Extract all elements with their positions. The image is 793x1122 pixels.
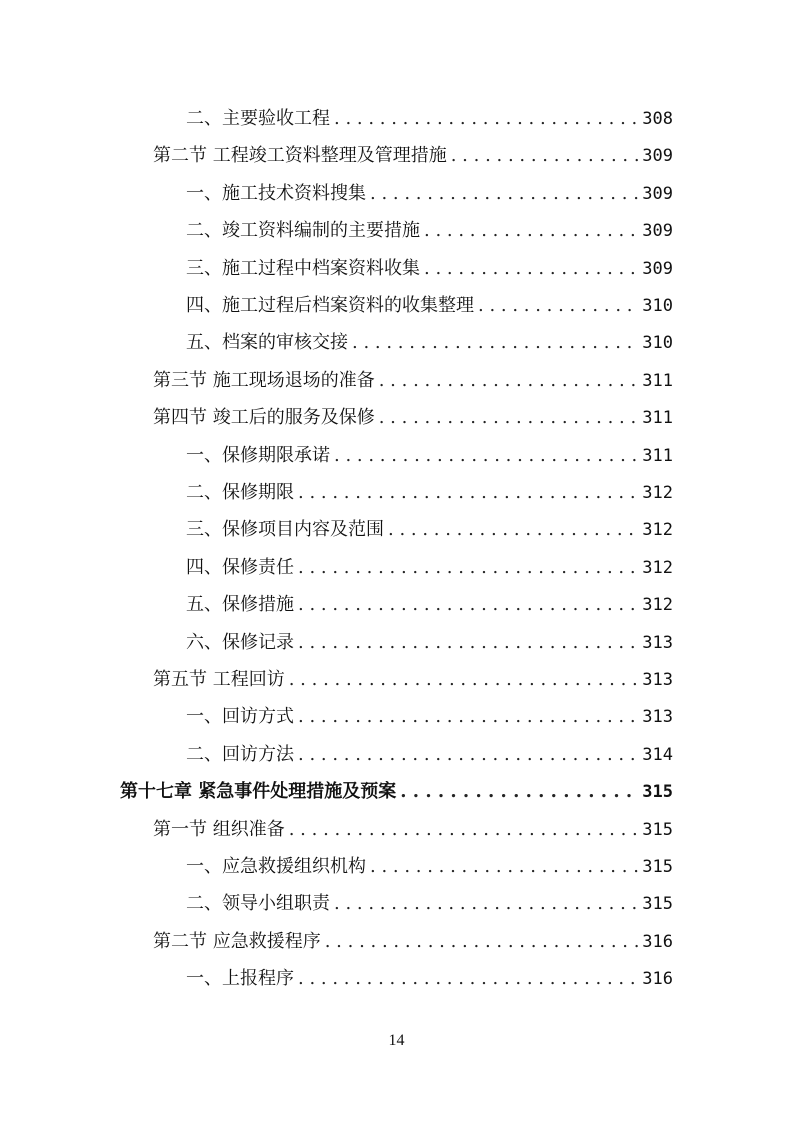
toc-entry[interactable] <box>186 251 673 287</box>
toc-entry[interactable] <box>186 961 673 997</box>
dot-leader <box>298 550 638 586</box>
dot-leader <box>298 699 638 735</box>
toc-entry[interactable] <box>186 550 673 586</box>
toc-entry-page: 312 <box>642 483 673 503</box>
page-number: 14 <box>388 1032 405 1049</box>
toc-entry-page: 310 <box>642 333 673 354</box>
dot-leader <box>379 400 639 436</box>
toc-entry-page: 312 <box>642 520 673 541</box>
toc-entry-page: 311 <box>642 370 673 391</box>
toc-entry-title: 第三节 施工现场退场的准备 <box>153 369 375 391</box>
dot-leader <box>370 176 638 212</box>
dot-leader <box>424 251 638 287</box>
toc-entry-title: 四、保修责任 <box>186 556 294 578</box>
toc-entry-title: 二、竣工资料编制的主要措施 <box>186 220 420 242</box>
dot-leader <box>478 288 638 324</box>
toc-entry-page: 312 <box>642 557 673 578</box>
toc-entry[interactable] <box>186 176 673 212</box>
dot-leader <box>289 812 639 848</box>
toc-entry[interactable] <box>186 438 673 474</box>
toc-entry-page: 313 <box>642 670 673 690</box>
dot-leader <box>352 325 638 361</box>
dot-leader <box>370 849 638 885</box>
toc-entry[interactable] <box>186 587 673 623</box>
toc-entry-title: 一、保修期限承诺 <box>186 444 330 466</box>
toc-entry-page: 315 <box>642 782 673 803</box>
toc-entry-title: 二、领导小组职责 <box>186 893 330 915</box>
toc-entry[interactable] <box>153 812 673 848</box>
toc-entry-title: 第二节 工程竣工资料整理及管理措施 <box>153 145 447 167</box>
toc-entry-title: 二、保修期限 <box>186 482 294 503</box>
dot-leader <box>334 101 638 137</box>
toc-entry[interactable] <box>186 475 673 511</box>
toc-entry-title: 一、上报程序 <box>186 968 294 990</box>
toc-entry-page: 312 <box>642 595 673 616</box>
toc-entry[interactable] <box>153 924 673 960</box>
toc-entry-title: 第四节 竣工后的服务及保修 <box>153 407 375 429</box>
toc-entry-page: 313 <box>642 707 673 728</box>
toc-entry[interactable] <box>186 325 673 361</box>
toc-entry-page: 311 <box>642 408 673 429</box>
toc-entry[interactable] <box>186 737 673 773</box>
toc-entry[interactable] <box>186 101 673 137</box>
toc-entry-title: 第十七章 紧急事件处理措施及预案 <box>120 781 397 803</box>
toc-entry[interactable] <box>186 288 673 324</box>
toc-entry-page: 315 <box>642 857 673 877</box>
toc-entry-title: 一、施工技术资料搜集 <box>186 182 366 204</box>
dot-leader <box>379 363 639 399</box>
toc-entry-title: 四、施工过程后档案资料的收集整理 <box>186 295 474 316</box>
dot-leader <box>400 774 638 810</box>
toc-entry[interactable] <box>186 849 673 885</box>
toc-entry[interactable] <box>120 774 673 810</box>
dot-leader <box>334 886 638 922</box>
toc-entry[interactable] <box>153 363 673 399</box>
toc-entry-title: 三、施工过程中档案资料收集 <box>186 257 420 279</box>
dot-leader <box>298 961 638 997</box>
toc-entry-title: 二、回访方法 <box>186 743 294 765</box>
toc-entry-page: 309 <box>642 221 673 242</box>
toc-entry[interactable] <box>186 625 673 661</box>
toc-entry[interactable] <box>153 662 673 698</box>
toc-entry-page: 313 <box>642 632 673 653</box>
dot-leader <box>451 138 639 174</box>
toc-entry[interactable] <box>153 400 673 436</box>
toc-entry-page: 311 <box>642 445 673 466</box>
toc-entry-page: 315 <box>642 894 673 915</box>
toc-entry-page: 309 <box>642 183 673 204</box>
dot-leader <box>298 625 638 661</box>
dot-leader <box>388 512 638 548</box>
toc-entry-page: 308 <box>642 109 673 129</box>
toc-entry-page: 310 <box>642 296 673 316</box>
toc-entry[interactable] <box>186 213 673 249</box>
toc-entry-title: 一、回访方式 <box>186 706 294 728</box>
toc-entry[interactable] <box>186 512 673 548</box>
toc-entry-title: 第一节 组织准备 <box>153 818 285 840</box>
toc-entry-page: 309 <box>642 258 673 279</box>
toc-entry-page: 316 <box>642 931 673 952</box>
toc-entry-title: 一、应急救援组织机构 <box>186 856 366 877</box>
toc-entry-title: 第五节 工程回访 <box>153 669 285 690</box>
toc-entry-title: 五、档案的审核交接 <box>186 332 348 354</box>
dot-leader <box>298 475 638 511</box>
dot-leader <box>298 587 638 623</box>
dot-leader <box>298 737 638 773</box>
dot-leader <box>325 924 639 960</box>
toc-entry-page: 309 <box>642 146 673 167</box>
toc-entry-title: 三、保修项目内容及范围 <box>186 519 384 541</box>
toc-entry-page: 314 <box>642 744 673 765</box>
toc-entry-title: 二、主要验收工程 <box>186 108 330 129</box>
toc-entry-page: 316 <box>642 969 673 990</box>
toc-entry-title: 六、保修记录 <box>186 631 294 653</box>
dot-leader <box>289 662 639 698</box>
toc-entry-title: 五、保修措施 <box>186 594 294 616</box>
toc-entry[interactable] <box>186 886 673 922</box>
toc-entry[interactable] <box>153 138 673 174</box>
toc-entry-page: 315 <box>642 819 673 840</box>
dot-leader <box>424 213 638 249</box>
toc-entry-title: 第二节 应急救援程序 <box>153 930 321 952</box>
dot-leader <box>334 438 638 474</box>
toc-entry[interactable] <box>186 699 673 735</box>
